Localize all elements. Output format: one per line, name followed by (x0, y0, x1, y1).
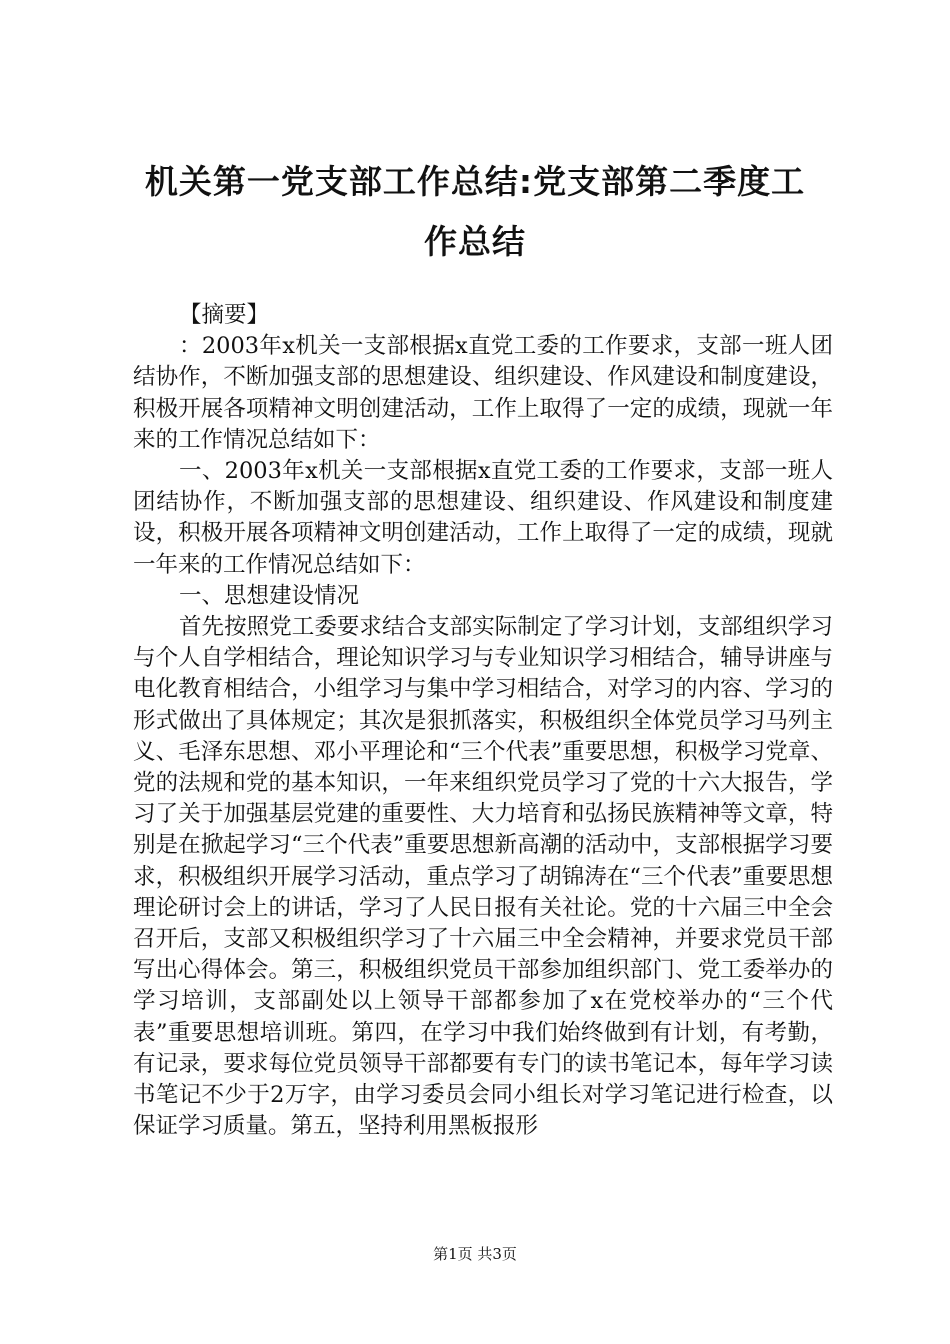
paragraph-ideology-building: 首先按照党工委要求结合支部实际制定了学习计划，支部组织学习与个人自学相结合，理论知识学习与专业知识学习相结合，辅导讲座与电化教育相结合，小组学习与集中学习相结合，对学习的内容、学习的形式做出了具体规定；其次是狠抓落实，积极组织全体党员学习马列主义、毛泽东思想、邓小平理论和“三个代表”重要思想，积极学习党章、党的法规和党的基本知识，一年来组织党员学习了党的十六大报告，学习了关于加强基层党建的重要性、大力培育和弘扬民族精神等文章，特别是在掀起学习“三个代表”重要思想新高潮的活动中，支部根据学习要求，积极组织开展学习活动，重点学习了胡锦涛在“三个代表”重要思想理论研讨会上的讲话，学习了人民日报有关社论。党的十六届三中全会召开后，支部又积极组织学习了十六届三中全会精神，并要求党员干部写出心得体会。第三，积极组织党员干部参加组织部门、党工委举办的学习培训，支部副处以上领导干部都参加了x在党校举办的“三个代表”重要思想培训班。第四，在学习中我们始终做到有计划，有考勤，有记录，要求每位党员领导干部都要有专门的读书笔记本，每年学习读书笔记不少于2万字，由学习委员会同小组长对学习笔记进行检查，以保证学习质量。第五，坚持利用黑板报形 (133, 614, 833, 1140)
document-title-line-2: 作总结 (424, 222, 526, 261)
paragraph-section-intro: 一、2003年x机关一支部根据x直党工委的工作要求，支部一班人团结协作，不断加强支部的思想建设、组织建设、作风建设和制度建设，积极开展各项精神文明创建活动，工作上取得了一定的成绩，现就一年来的工作情况总结如下： (133, 458, 833, 578)
abstract-label: 【摘要】 (179, 302, 270, 328)
document-title-line-1: 机关第一党支部工作总结:党支部第二季度工 (144, 162, 806, 201)
paragraph-intro: ：2003年x机关一支部根据x直党工委的工作要求，支部一班人团结协作，不断加强支部的思想建设、组织建设、作风建设和制度建设，积极开展各项精神文明创建活动，工作上取得了一定的成绩，现就一年来的工作情况总结如下： (133, 333, 833, 453)
page-footer: 第1页 共3页 (433, 1245, 517, 1263)
document-body (133, 300, 833, 1142)
section-heading: 一、思想建设情况 (179, 582, 360, 609)
